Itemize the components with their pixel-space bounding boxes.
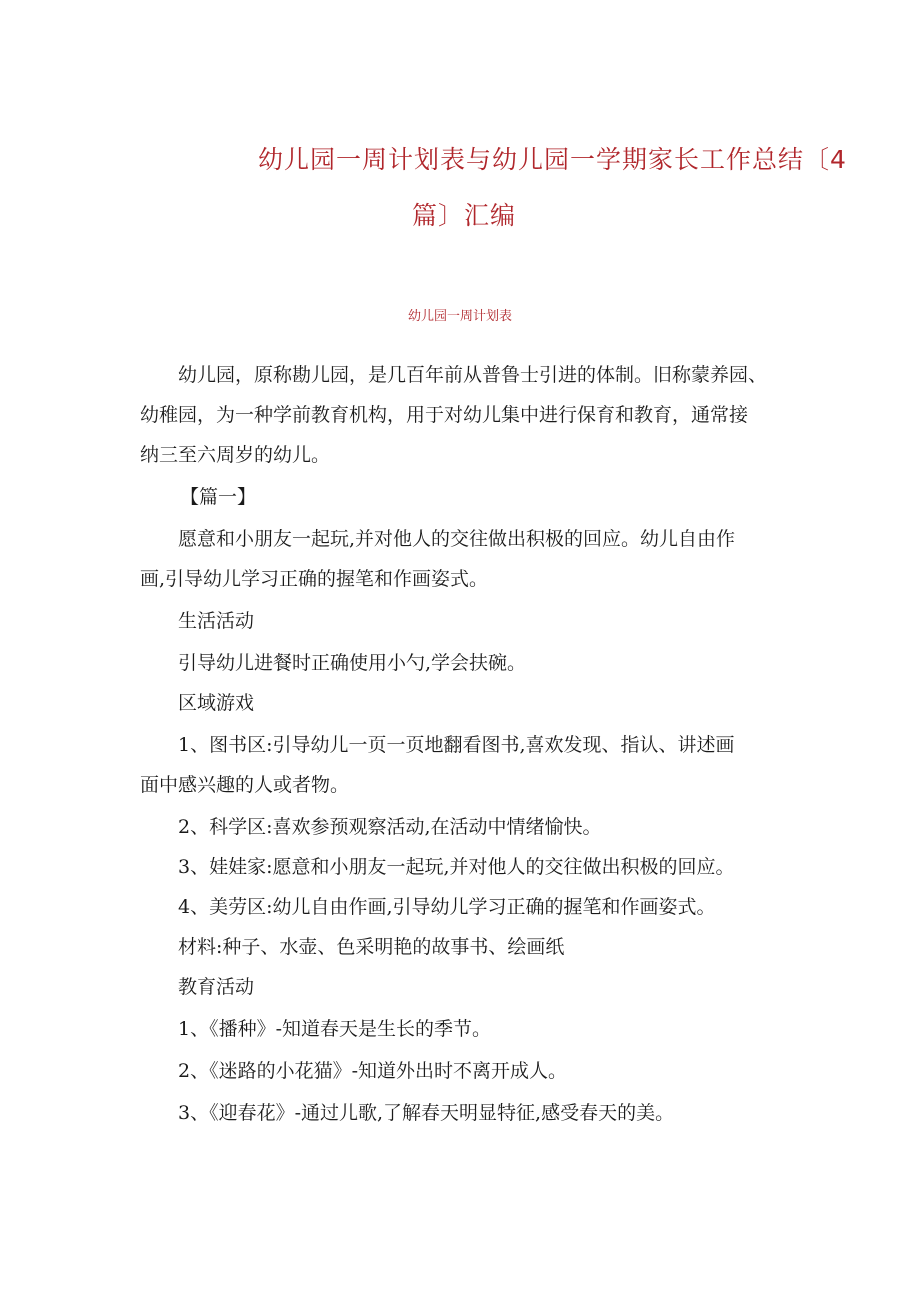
area-item-1-line-1: 1、图书区:引导幼儿一页一页地翻看图书,喜欢发现、指认、讲述画 [178,734,735,756]
document-title-line-2: 篇〕汇编 [412,201,517,230]
education-item-2: 2、《迷路的小花猫》-知道外出时不离开成人。 [178,1060,568,1082]
education-item-1: 1、《播种》-知道春天是生长的季节。 [178,1018,492,1040]
life-activity-heading: 生活活动 [178,610,255,632]
materials-line: 材料:种子、水壶、色采明艳的故事书、绘画纸 [178,936,565,958]
section-title: 幼儿园一周计划表 [407,309,512,324]
area-item-3: 3、娃娃家:愿意和小朋友一起玩,并对他人的交往做出积极的回应。 [178,856,735,878]
area-item-4: 4、美劳区:幼儿自由作画,引导幼儿学习正确的握笔和作画姿式。 [178,896,716,918]
education-activity-heading: 教育活动 [178,976,255,998]
part-label: 【篇一】 [180,486,257,508]
goal-paragraph-line-2: 画,引导幼儿学习正确的握笔和作画姿式。 [140,568,489,590]
area-item-2: 2、科学区:喜欢参预观察活动,在活动中情绪愉快。 [178,816,602,838]
education-item-3: 3、《迎春花》-通过儿歌,了解春天明显特征,感受春天的美。 [178,1102,675,1124]
document-title-line-1: 幼儿园一周计划表与幼儿园一学期家长工作总结〔4 [258,145,847,174]
goal-paragraph-line-1: 愿意和小朋友一起玩,并对他人的交往做出积极的回应。幼儿自由作 [178,528,736,550]
life-activity-item: 引导幼儿进餐时正确使用小勺,学会扶碗。 [178,652,527,674]
intro-paragraph-line-3: 纳三至六周岁的幼儿。 [140,444,331,466]
area-games-heading: 区域游戏 [178,692,255,714]
intro-paragraph-line-1: 幼儿园，原称勘儿园，是几百年前从普鲁士引进的体制。旧称蒙养园、 [178,364,768,386]
area-item-1-line-2: 面中感兴趣的人或者物。 [140,774,350,796]
intro-paragraph-line-2: 幼稚园，为一种学前教育机构，用于对幼儿集中进行保育和教育，通常接 [140,404,749,426]
